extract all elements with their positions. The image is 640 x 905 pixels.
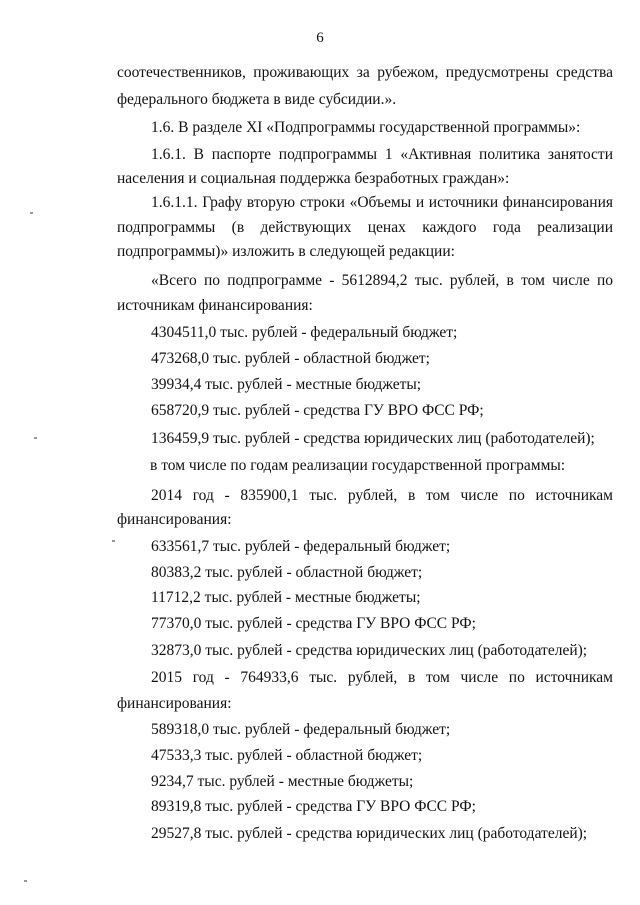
funding-line: 29527,8 тыс. рублей - средства юридических лиц (работодателей); xyxy=(151,825,588,842)
text-line: источникам финансирования: xyxy=(117,297,313,314)
funding-line: 77370,0 тыс. рублей - средства ГУ ВРО ФСС РФ; xyxy=(151,615,476,632)
funding-line: 32873,0 тыс. рублей - средства юридических лиц (работодателей); xyxy=(151,642,588,659)
funding-line: 4304511,0 тыс. рублей - федеральный бюджет; xyxy=(151,324,458,341)
year-heading: 2015 год - 764933,6 тыс. рублей, в том числе по источникам xyxy=(151,669,613,686)
text-line: 1.6.1. В паспорте подпрограммы 1 «Активная политика занятости xyxy=(151,146,613,163)
funding-line: 39934,4 тыс. рублей - местные бюджеты; xyxy=(151,376,422,393)
funding-line: 47533,3 тыс. рублей - областной бюджет; xyxy=(151,747,423,764)
funding-line: 9234,7 тыс. рублей - местные бюджеты; xyxy=(151,773,414,790)
text-line: 1.6.1.1. Графу вторую строки «Объемы и источники финансирования xyxy=(151,194,613,211)
funding-line: 658720,9 тыс. рублей - средства ГУ ВРО ФСС РФ; xyxy=(151,402,484,419)
text-line: соотечественников, проживающих за рубежом, предусмотрены средства xyxy=(117,64,613,81)
text-line: финансирования: xyxy=(117,695,232,712)
text-line: населения и социальная поддержка безработных граждан»: xyxy=(117,170,510,187)
text-line: подпрограммы (в действующих ценах каждого года реализации xyxy=(117,219,613,236)
text-line: федерального бюджета в виде субсидии.». xyxy=(117,91,397,108)
text-line: подпрограммы)» изложить в следующей редакции: xyxy=(117,243,455,260)
scan-speck xyxy=(24,880,27,882)
funding-line: 80383,2 тыс. рублей - областной бюджет; xyxy=(151,564,423,581)
page-number: 6 xyxy=(316,30,324,46)
funding-line: 11712,2 тыс. рублей - местные бюджеты; xyxy=(151,589,421,606)
scan-speck xyxy=(112,540,115,542)
section-heading: 1.6. В разделе XI «Подпрограммы государственной программы»: xyxy=(151,119,581,136)
funding-line: 136459,9 тыс. рублей - средства юридических лиц (работодателей); xyxy=(151,430,595,447)
scan-speck xyxy=(30,212,33,214)
text-line: «Всего по подпрограмме - 5612894,2 тыс. рублей, в том числе по xyxy=(151,272,613,289)
text-line: в том числе по годам реализации государственной программы: xyxy=(150,457,566,474)
year-heading: 2014 год - 835900,1 тыс. рублей, в том числе по источникам xyxy=(151,487,613,504)
funding-line: 589318,0 тыс. рублей - федеральный бюджет; xyxy=(151,721,451,738)
funding-line: 633561,7 тыс. рублей - федеральный бюджет; xyxy=(151,538,451,555)
scan-speck xyxy=(34,437,37,439)
funding-line: 473268,0 тыс. рублей - областной бюджет; xyxy=(151,350,430,367)
text-line: финансирования: xyxy=(117,511,232,528)
funding-line: 89319,8 тыс. рублей - средства ГУ ВРО ФСС РФ; xyxy=(151,798,476,815)
